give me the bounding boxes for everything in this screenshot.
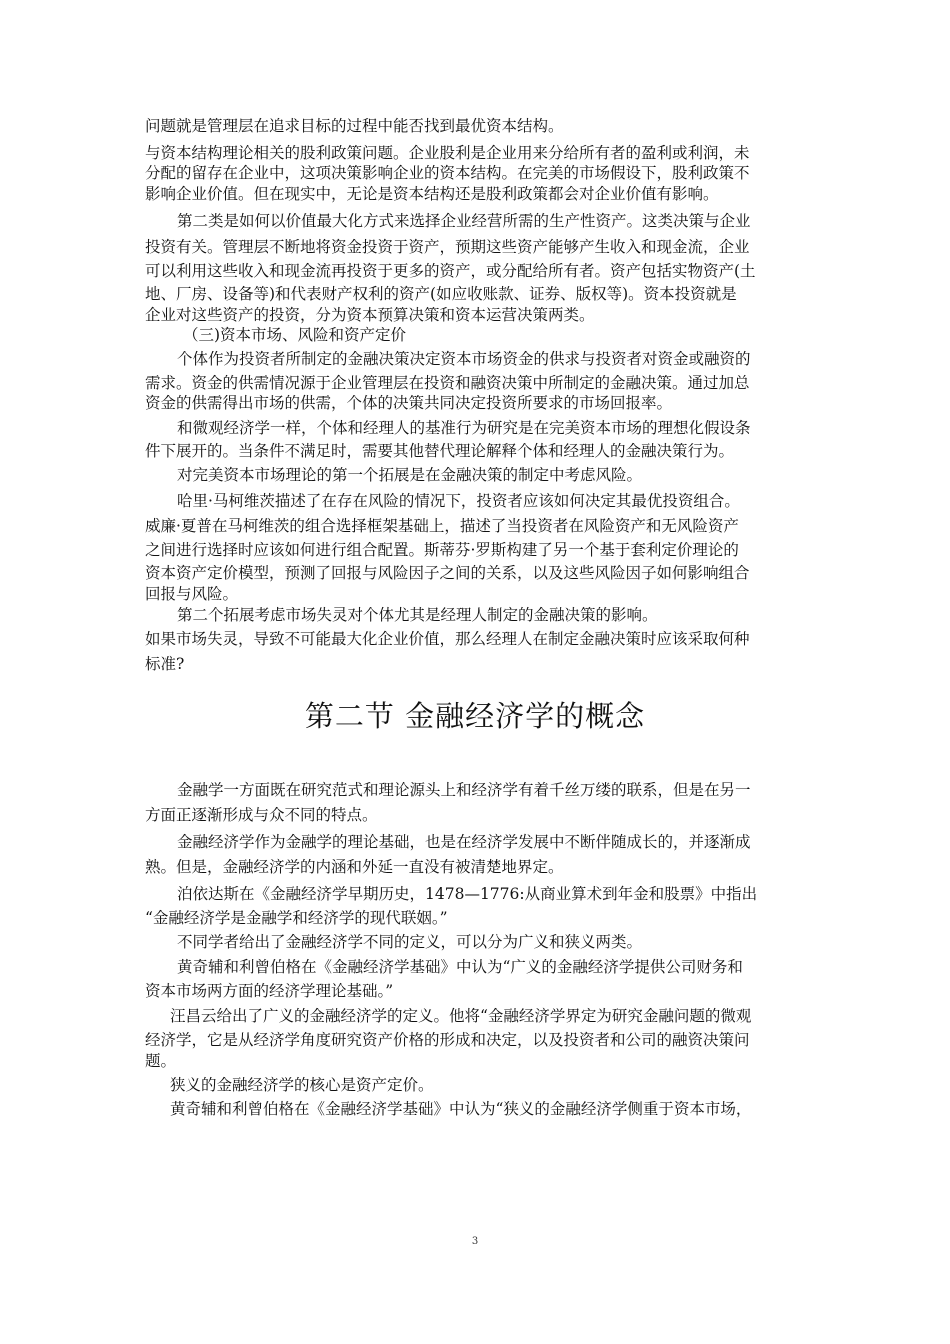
text-line: 对完美资本市场理论的第一个拓展是在金融决策的制定中考虑风险。 bbox=[177, 466, 643, 484]
text-line: 如果市场失灵，导致不可能最大化企业价值，那么经理人在制定金融决策时应该采取何种 bbox=[145, 630, 750, 648]
subheading: （三)资本市场、风险和资产定价 bbox=[183, 326, 407, 344]
text-line: 熟。但是，金融经济学的内涵和外延一直没有被清楚地界定。 bbox=[145, 858, 564, 876]
text-line: 企业对这些资产的投资，分为资本预算决策和资本运营决策两类。 bbox=[145, 306, 595, 324]
text-line: 资金的供需得出市场的供需，个体的决策共同决定投资所要求的市场回报率。 bbox=[145, 394, 673, 412]
text-line: 黄奇辅和利曾伯格在《金融经济学基础》中认为“狭义的金融经济学侧重于资本市场， bbox=[170, 1100, 752, 1118]
text-line: 需求。资金的供需情况源于企业管理层在投资和融资决策中所制定的金融决策。通过加总 bbox=[145, 374, 750, 392]
text-line: 资本市场两方面的经济学理论基础。” bbox=[145, 982, 394, 1000]
text-line: 第二类是如何以价值最大化方式来选择企业经营所需的生产性资产。这类决策与企业 bbox=[177, 212, 751, 230]
text-line: 之间进行选择时应该如何进行组合配置。斯蒂芬·罗斯构建了另一个基于套利定价理论的 bbox=[145, 541, 739, 559]
text-line: 资本资产定价模型，预测了回报与风险因子之间的关系，以及这些风险因子如何影响组合 bbox=[145, 564, 750, 582]
text-line: 回报与风险。 bbox=[145, 585, 239, 603]
text-line: 黄奇辅和利曾伯格在《金融经济学基础》中认为“广义的金融经济学提供公司财务和 bbox=[177, 958, 743, 976]
text-line: 题。 bbox=[145, 1052, 177, 1070]
text-line: 方面正逐渐形成与众不同的特点。 bbox=[145, 806, 378, 824]
text-line: 标准? bbox=[145, 655, 185, 673]
text-line: 影响企业价值。但在现实中，无论是资本结构还是股利政策都会对企业价值有影响。 bbox=[145, 185, 719, 203]
text-line: 金融经济学作为金融学的理论基础，也是在经济学发展中不断伴随成长的，并逐渐成 bbox=[177, 833, 751, 851]
text-line: 个体作为投资者所制定的金融决策决定资本市场资金的供求与投资者对资金或融资的 bbox=[177, 350, 751, 368]
text-line: 第二个拓展考虑市场失灵对个体尤其是经理人制定的金融决策的影响。 bbox=[177, 606, 658, 624]
text-line: 可以利用这些收入和现金流再投资于更多的资产，或分配给所有者。资产包括实物资产(土 bbox=[145, 262, 756, 280]
text-line: 分配的留存在企业中，这项决策影响企业的资本结构。在完美的市场假设下，股利政策不 bbox=[145, 164, 750, 182]
text-line: 件下展开的。当条件不满足时，需要其他替代理论解释个体和经理人的金融决策行为。 bbox=[145, 442, 735, 460]
text-line: 金融学一方面既在研究范式和理论源头上和经济学有着千丝万缕的联系，但是在另一 bbox=[177, 781, 751, 799]
text-line: 问题就是管理层在追求目标的过程中能否找到最优资本结构。 bbox=[145, 117, 564, 135]
page-number: 3 bbox=[471, 1236, 479, 1247]
text-line: 经济学，它是从经济学角度研究资产价格的形成和决定，以及投资者和公司的融资决策问 bbox=[145, 1031, 750, 1049]
text-line: 威廉·夏普在马柯维茨的组合选择框架基础上，描述了当投资者在风险资产和无风险资产 bbox=[145, 517, 739, 535]
text-line: 哈里·马柯维茨描述了在存在风险的情况下，投资者应该如何决定其最优投资组合。 bbox=[177, 492, 740, 510]
text-line: 与资本结构理论相关的股利政策问题。企业股利是企业用来分给所有者的盈利或利润，未 bbox=[145, 144, 750, 162]
text-line: 汪昌云给出了广义的金融经济学的定义。他将“金融经济学界定为研究金融问题的微观 bbox=[170, 1007, 752, 1025]
text-line: 投资有关。管理层不断地将资金投资于资产，预期这些资产能够产生收入和现金流，企业 bbox=[145, 238, 750, 256]
text-line: 泊依达斯在《金融经济学早期历史，1478—1776:从商业算术到年金和股票》中指出 bbox=[177, 885, 758, 903]
text-line: 狭义的金融经济学的核心是资产定价。 bbox=[170, 1076, 434, 1094]
text-line: 地、厂房、设备等)和代表财产权利的资产(如应收账款、证券、版权等)。资本投资就是 bbox=[145, 285, 737, 303]
text-line: “金融经济学是金融学和经济学的现代联姻。” bbox=[145, 909, 448, 927]
section-title: 第二节 金融经济学的概念 bbox=[304, 699, 646, 733]
text-line: 和微观经济学一样，个体和经理人的基准行为研究是在完美资本市场的理想化假设条 bbox=[177, 419, 751, 437]
text-line: 不同学者给出了金融经济学不同的定义，可以分为广义和狭义两类。 bbox=[177, 933, 643, 951]
